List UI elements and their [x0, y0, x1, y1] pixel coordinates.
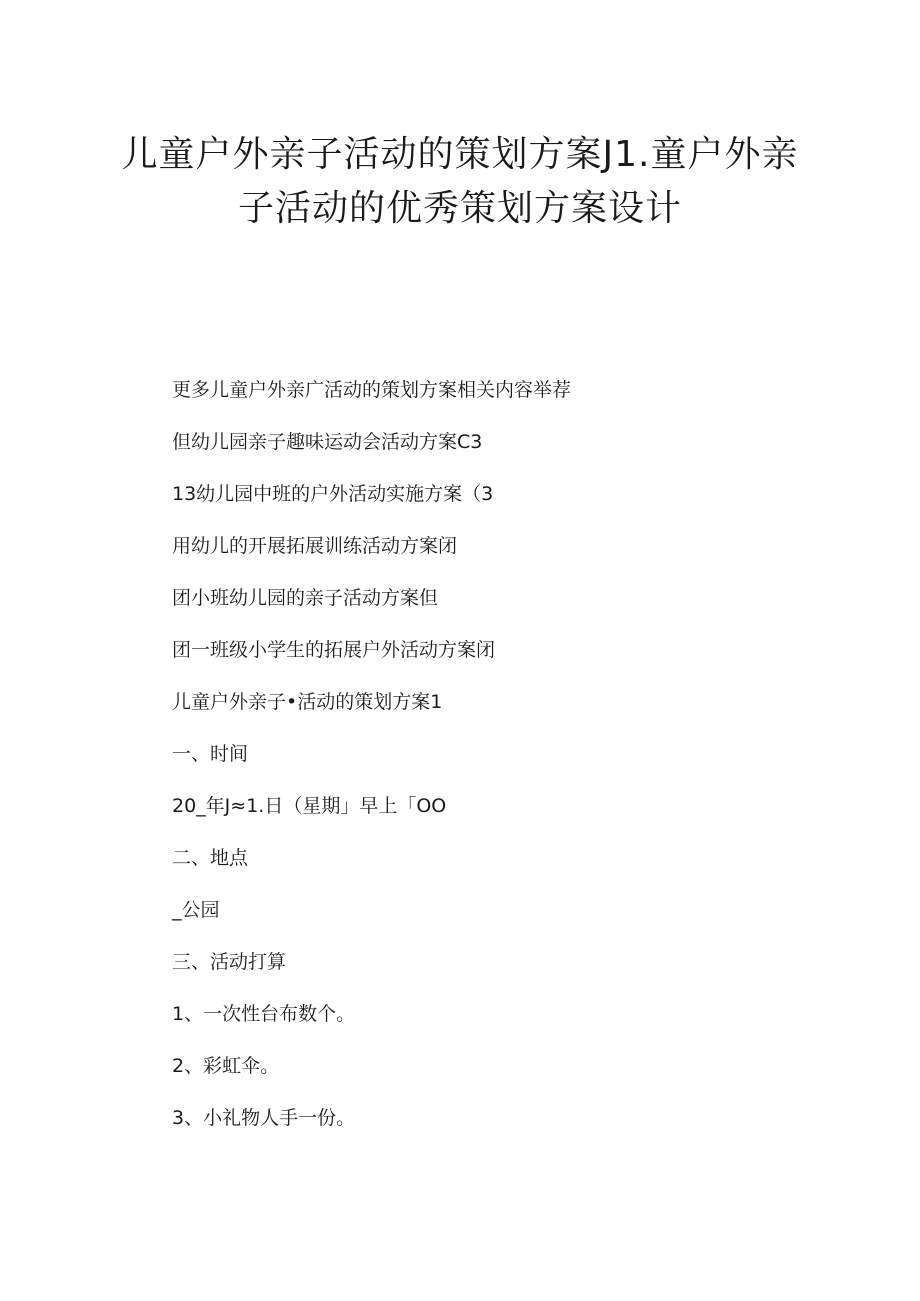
recommend-item: 但幼儿园亲子趣味运动会活动方案C3 [172, 431, 483, 453]
location-text: _公园 [172, 899, 220, 921]
recommend-heading: 更多儿童户外亲广活动的策划方案相关内容举荐 [172, 379, 572, 401]
document-body [172, 373, 872, 1153]
section-title: 儿童户外亲子•活动的策划方案1 [172, 691, 443, 713]
subheading-time: 一、时间 [172, 743, 249, 765]
preparation-item: 1、一次性台布数个。 [172, 1003, 356, 1025]
recommend-item: 用幼儿的开展拓展训练活动方案闭 [172, 535, 458, 557]
recommend-item: 团一班级小学生的拓展户外活动方案闭 [172, 639, 496, 661]
subheading-preparation: 三、活动打算 [172, 951, 287, 973]
subheading-location: 二、地点 [172, 847, 249, 869]
preparation-item: 2、彩虹伞。 [172, 1055, 280, 1077]
time-text: 20_年J≈1.日（星期」早上「OO [172, 795, 447, 817]
preparation-item: 3、小礼物人手一份。 [172, 1107, 356, 1129]
document-title: 儿童户外亲子活动的策划方案J1.童户外亲子活动的优秀策划方案设计 [121, 134, 799, 229]
recommend-item: 13幼儿园中班的户外活动实施方案（3 [172, 483, 494, 505]
recommend-item: 团小班幼儿园的亲子活动方案但 [172, 587, 439, 609]
